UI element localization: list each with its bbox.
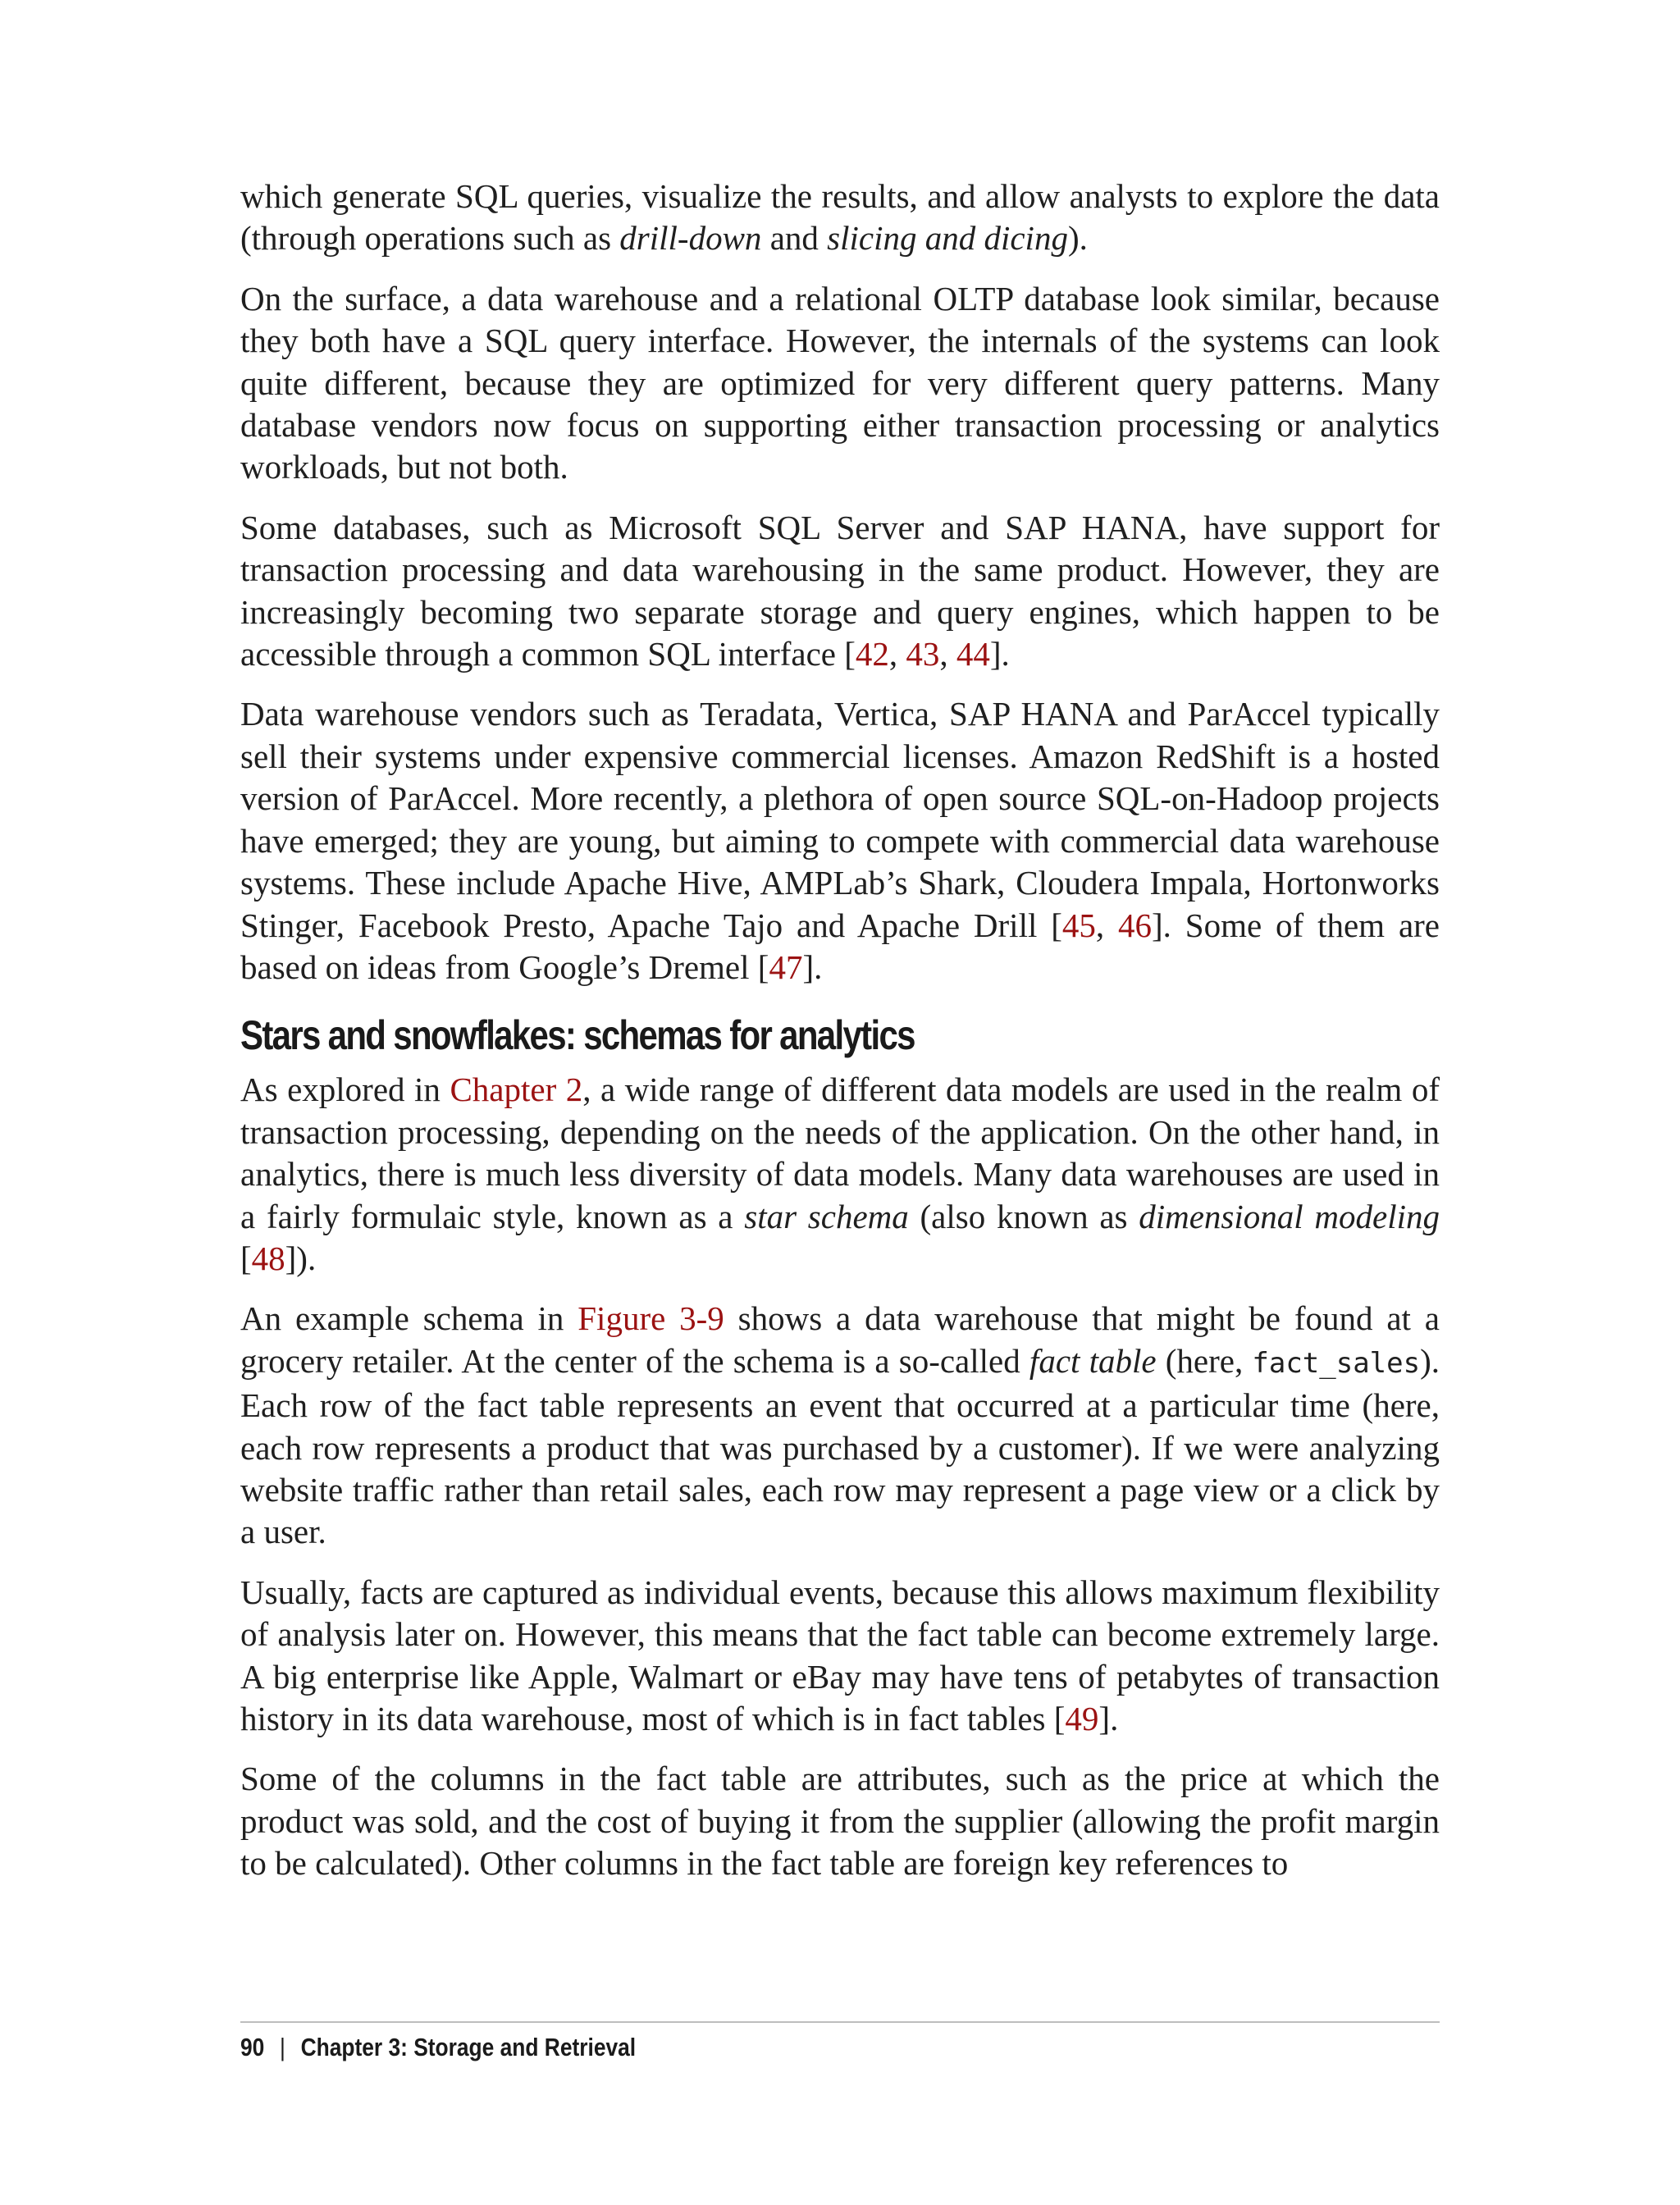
inline-code: fact_sales	[1252, 1346, 1421, 1380]
text-run: ].	[1098, 1700, 1119, 1737]
page-footer	[240, 2033, 636, 2062]
section-title: Stars and snowflakes: schemas for analytics	[240, 1012, 915, 1059]
chapter-title: Chapter 3: Storage and Retrieval	[300, 2033, 637, 2061]
text-run: ]).	[285, 1239, 317, 1277]
paragraph	[240, 693, 1440, 988]
page-content	[240, 176, 1440, 1903]
intro-paragraphs	[240, 176, 1440, 988]
emphasis-text: drill-down	[619, 219, 762, 258]
paragraph	[240, 278, 1440, 489]
reference-link[interactable]: 48	[251, 1239, 285, 1277]
text-run: ,	[1095, 906, 1119, 944]
reference-link[interactable]: 43	[906, 635, 940, 673]
section-paragraphs	[240, 1069, 1440, 1884]
page-number: 90	[240, 2033, 265, 2061]
reference-link[interactable]: Chapter 2	[450, 1071, 583, 1109]
footer-rule	[240, 2021, 1440, 2023]
emphasis-text: star schema	[744, 1197, 909, 1235]
reference-link[interactable]: 42	[855, 635, 889, 673]
text-run: [	[240, 1239, 252, 1277]
reference-link[interactable]: 46	[1118, 906, 1153, 944]
text-run: An example schema in	[240, 1299, 578, 1338]
text-run: Some databases, such as Microsoft SQL Server and SAP HANA, have support for transaction processing and data warehousing in the same product. However, they are increasingly becoming two separate storage and query engines, which happen to be accessible through a common SQL interface [	[240, 508, 1440, 673]
paragraph	[240, 1758, 1440, 1884]
paragraph	[240, 176, 1440, 260]
paragraph	[240, 1069, 1440, 1280]
text-run: As explored in	[240, 1071, 450, 1109]
emphasis-text: slicing and dicing	[827, 219, 1068, 258]
text-run: Some of the columns in the fact table are attributes, such as the price at which the product was sold, and the cost of buying it from the supplier (allowing the profit margin to be calculated). Other columns in the fact table are foreign key references to	[240, 1760, 1440, 1883]
text-run: ).	[1067, 219, 1088, 258]
paragraph	[240, 507, 1440, 676]
reference-link[interactable]: Figure 3-9	[578, 1299, 724, 1338]
paragraph	[240, 1298, 1440, 1553]
text-run: which generate SQL queries, visualize the results, and allow analysts to explore the data (through operations such as	[240, 177, 1440, 258]
text-run: , a wide range of different data models are used in the realm of transaction processing, depending on the needs of the application. On the other hand, in analytics, there is much less diversity of data models. Many data warehouses are used in a fairly formulaic style, known as a	[240, 1071, 1440, 1235]
text-run: (here,	[1156, 1341, 1253, 1380]
text-run: and	[761, 219, 828, 258]
text-run: Data warehouse vendors such as Teradata, Vertica, SAP HANA and ParAccel typically sell their systems under expensive commercial licenses. Amazon RedShift is a hosted version of ParAccel. More recently, a plethora of open source SQL-on-Hadoop projects have emerged; they are young, but aiming to compete with commercial data warehouse systems. These include Apache Hive, AMPLab’s Shark, Cloudera Impala, Hortonworks Stinger, Facebook Presto, Apache Tajo and Apache Drill [	[240, 695, 1440, 944]
emphasis-text: fact table	[1029, 1341, 1157, 1380]
text-run: ].	[802, 947, 823, 986]
reference-link[interactable]: 49	[1065, 1700, 1099, 1737]
emphasis-text: dimensional modeling	[1139, 1197, 1440, 1235]
text-run: ,	[939, 635, 956, 673]
text-run: (also known as	[908, 1197, 1139, 1235]
text-run: ). Each row of the fact table represents an event that occurred at a particular time (here, each row represents a product that was purchased by a customer). If we were analyzing website traffic rather than retail sales, each row may represent a page view or a click by a user.	[240, 1341, 1440, 1551]
footer-separator: |	[280, 2033, 285, 2061]
text-run: ]. Some of them are based on ideas from Google’s Dremel [	[240, 906, 1440, 986]
reference-link[interactable]: 44	[956, 635, 990, 673]
text-run: Usually, facts are captured as individual events, because this allows maximum flexibility of analysis later on. However, this means that the fact table can become extremely large. A big enterprise like Apple, Walmart or eBay may have tens of petabytes of transaction history in its data warehouse, most of which is in fact tables [	[240, 1573, 1440, 1737]
reference-link[interactable]: 45	[1061, 906, 1096, 944]
text-run: ].	[989, 635, 1010, 673]
reference-link[interactable]: 47	[769, 947, 803, 986]
paragraph	[240, 1572, 1440, 1741]
text-run: ,	[888, 635, 906, 673]
text-run: On the surface, a data warehouse and a relational OLTP database look similar, because they both have a SQL query interface. However, the internals of the systems can look quite different, because they are optimized for very different query patterns. Many database vendors now focus on supporting either transaction processing or analytics workloads, but not both.	[240, 279, 1440, 486]
text-run: shows a data warehouse that might be found at a grocery retailer. At the center of the schema is a so-called	[240, 1299, 1440, 1380]
